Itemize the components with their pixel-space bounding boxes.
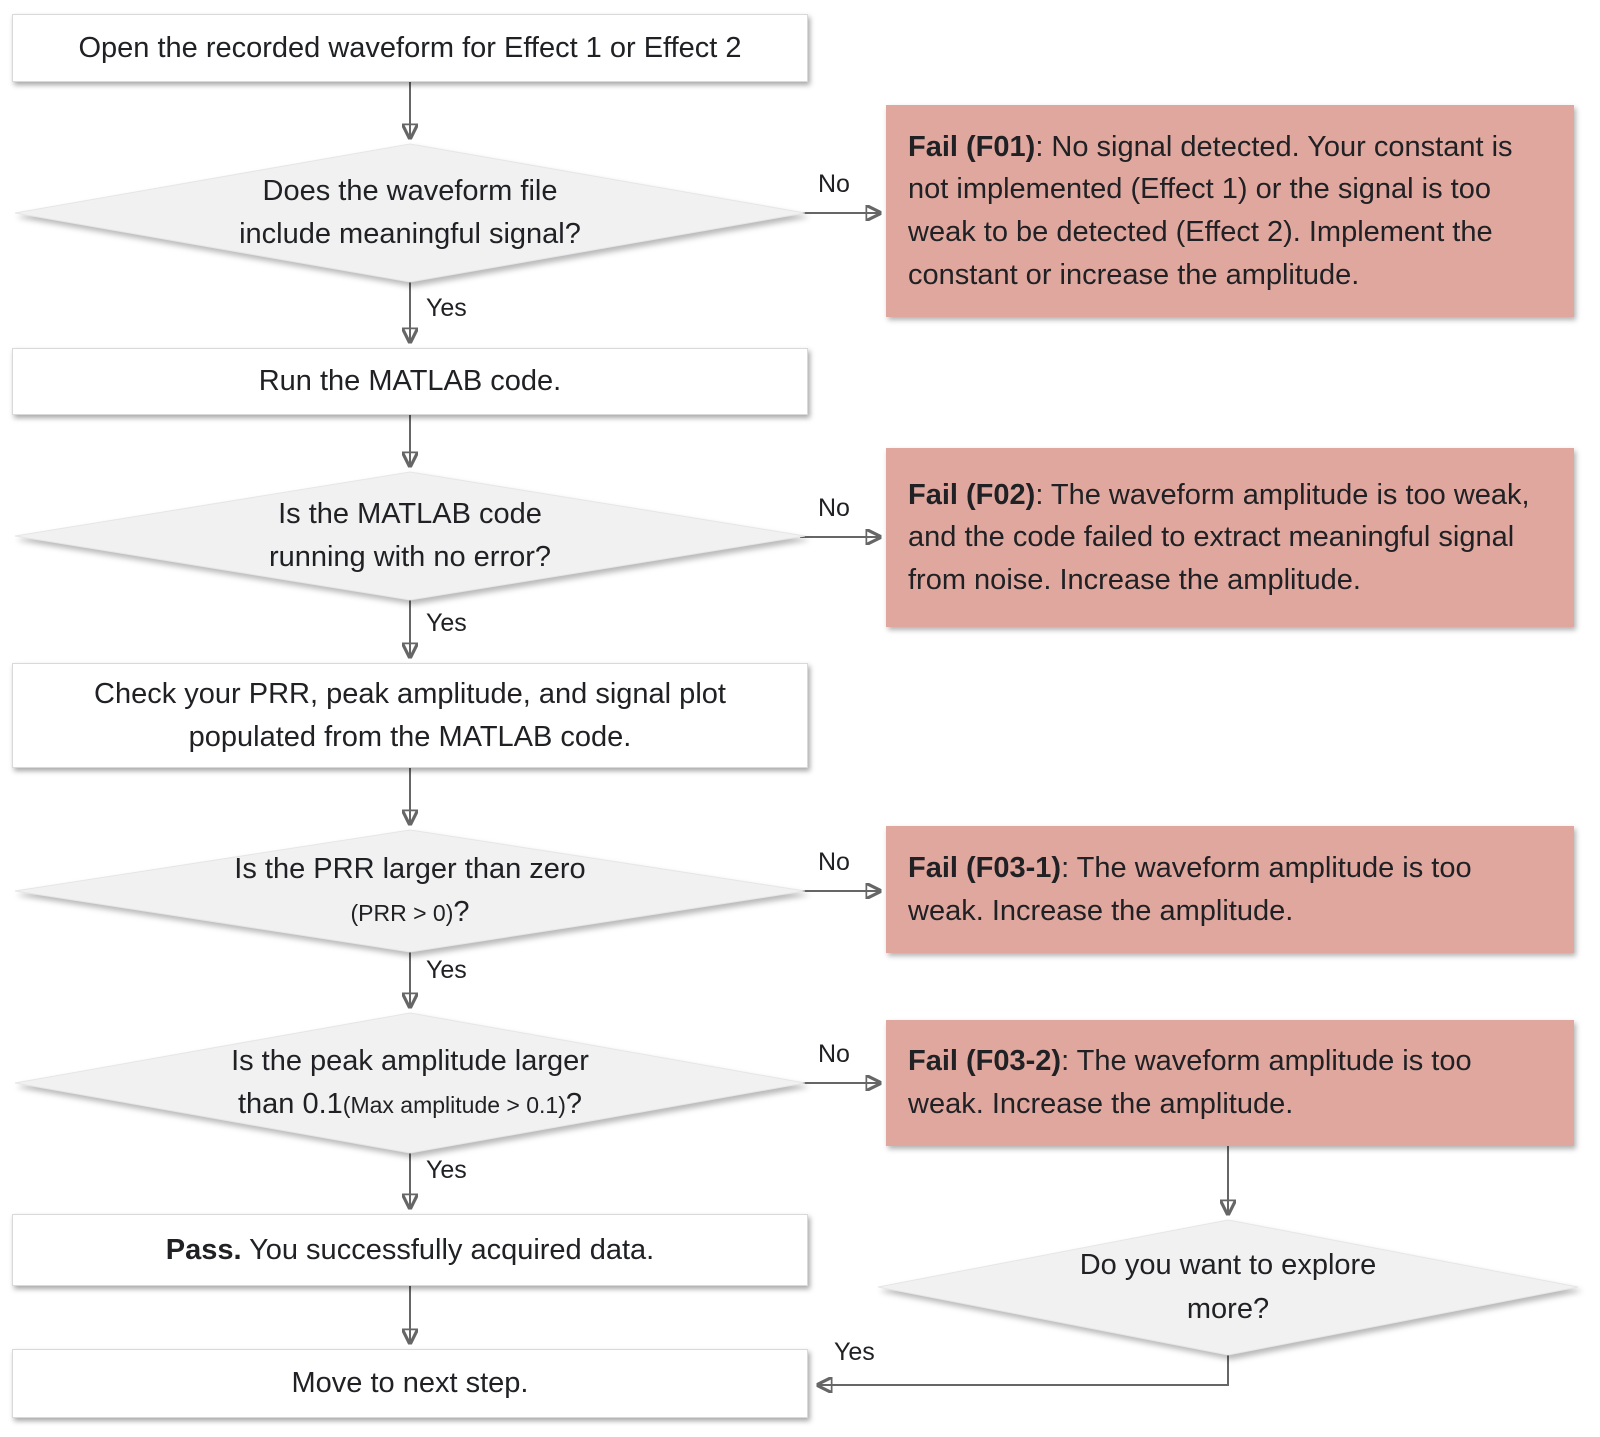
fail-f01-title: Fail (F01) bbox=[908, 130, 1036, 163]
node-check-prr bbox=[12, 663, 808, 768]
decision-meaningful-signal-line1: Does the waveform file bbox=[262, 174, 558, 207]
edge-label-yes-4: Yes bbox=[426, 1156, 467, 1184]
decision-meaningful-signal-line2: include meaningful signal? bbox=[239, 218, 581, 250]
fail-f02-box bbox=[886, 448, 1574, 627]
fail-f03-2-box bbox=[886, 1020, 1574, 1146]
node-open-waveform bbox=[12, 14, 808, 82]
edge-label-no-1: No bbox=[818, 170, 850, 198]
fail-f01-body: : No signal detected. Your constant is not implemented (Effect 1) or the signal is too weak to be detected (Effect 2). Implement the constant or increase the amplitude. bbox=[908, 130, 1513, 291]
decision-meaningful-signal bbox=[15, 144, 805, 282]
decision-prr-positive-line1: Is the PRR larger than zero bbox=[234, 852, 586, 885]
decision-prr-positive-qmark: ? bbox=[453, 896, 470, 928]
fail-f03-2-body: : The waveform amplitude is too weak. Increase the amplitude. bbox=[908, 1045, 1472, 1120]
node-move-next bbox=[12, 1349, 808, 1418]
node-run-matlab-label: Run the MATLAB code. bbox=[258, 365, 562, 398]
node-check-prr-line2: populated from the MATLAB code. bbox=[188, 720, 632, 753]
edge-label-yes-2: Yes bbox=[426, 609, 467, 637]
decision-explore-more bbox=[878, 1220, 1578, 1355]
node-move-next-label: Move to next step. bbox=[291, 1367, 529, 1400]
decision-peak-amplitude bbox=[15, 1013, 805, 1153]
decision-peak-amplitude-line1: Is the peak amplitude larger bbox=[231, 1044, 589, 1077]
edge-label-no-2: No bbox=[818, 494, 850, 522]
edge-label-yes-explore: Yes bbox=[834, 1338, 875, 1366]
edge-label-no-4: No bbox=[818, 1040, 850, 1068]
fail-f02-body: : The waveform amplitude is too weak, and the code failed to extract meaningful signal from noise. Increase the amplitude. bbox=[908, 478, 1530, 596]
fail-f03-1-box bbox=[886, 826, 1574, 953]
node-pass bbox=[12, 1214, 808, 1286]
fail-f01-box bbox=[886, 105, 1574, 317]
edge-label-no-3: No bbox=[818, 848, 850, 876]
edge-explore-yes bbox=[818, 1355, 1228, 1385]
fail-f03-2-title: Fail (F03-2) bbox=[908, 1045, 1062, 1078]
decision-matlab-no-error-line1: Is the MATLAB code bbox=[278, 497, 542, 530]
node-open-waveform-label: Open the recorded waveform for Effect 1 or Effect 2 bbox=[78, 31, 742, 64]
decision-prr-positive bbox=[15, 830, 805, 952]
edge-label-yes-3: Yes bbox=[426, 956, 467, 984]
fail-f03-1-title: Fail (F03-1) bbox=[908, 851, 1062, 884]
node-run-matlab bbox=[12, 348, 808, 415]
node-check-prr-line1: Check your PRR, peak amplitude, and signal plot bbox=[94, 678, 726, 711]
node-pass-bold: Pass. bbox=[165, 1233, 242, 1266]
decision-explore-more-line2: more? bbox=[1186, 1292, 1270, 1325]
fail-f03-1-body: : The waveform amplitude is too weak. Increase the amplitude. bbox=[908, 851, 1472, 927]
decision-explore-more-line1: Do you want to explore bbox=[1079, 1249, 1377, 1281]
node-pass-rest: You successfully acquired data. bbox=[241, 1233, 655, 1266]
decision-matlab-no-error-line2: running with no error? bbox=[268, 541, 552, 573]
decision-peak-amplitude-condition: (Max amplitude > 0.1) bbox=[342, 1092, 566, 1118]
decision-prr-positive-condition: (PRR > 0) bbox=[350, 900, 454, 926]
decision-matlab-no-error bbox=[15, 472, 805, 600]
fail-f02-title: Fail (F02) bbox=[908, 478, 1036, 511]
decision-peak-amplitude-pre: than 0.1 bbox=[237, 1088, 343, 1120]
decision-peak-amplitude-qmark: ? bbox=[565, 1088, 583, 1120]
edge-label-yes-1: Yes bbox=[426, 294, 467, 322]
